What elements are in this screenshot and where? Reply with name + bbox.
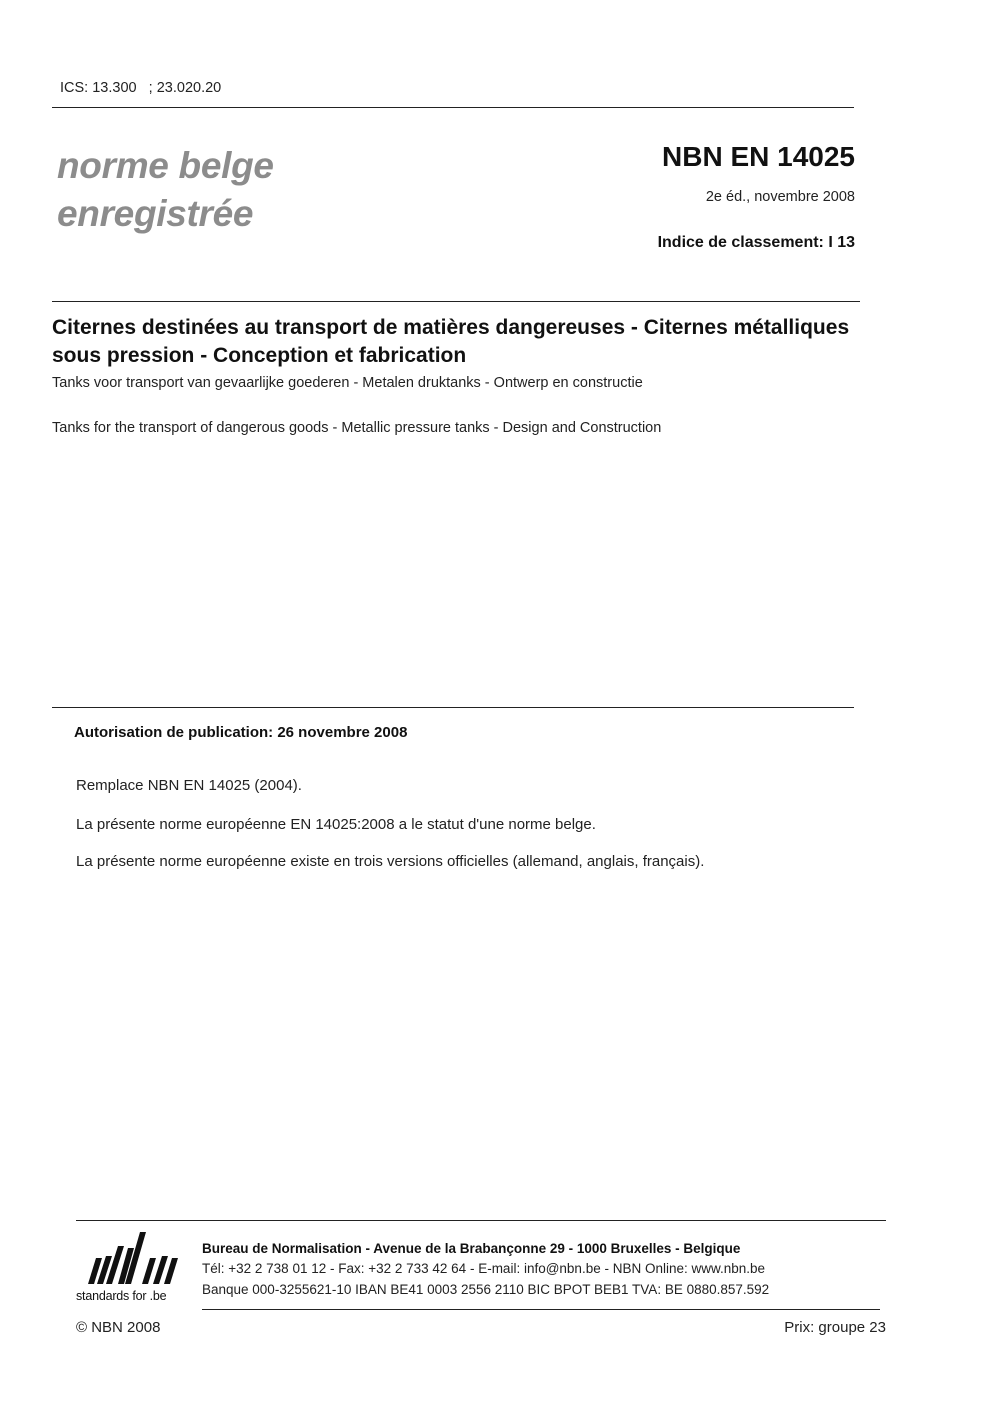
- standard-number: NBN EN 14025: [662, 141, 855, 172]
- ics-codes: ICS: 13.300 ; 23.020.20: [60, 80, 222, 96]
- note-status: La présente norme européenne EN 14025:2008 a le statut d'une norme belge.: [76, 816, 596, 833]
- edition-date: 2e éd., novembre 2008: [705, 189, 855, 205]
- title-dutch: Tanks voor transport van gevaarlijke goederen - Metalen druktanks - Ontwerp en constructie: [52, 375, 643, 391]
- copyright: © NBN 2008: [76, 1319, 161, 1336]
- price-group: Prix: groupe 23: [784, 1319, 886, 1336]
- brand-title: [57, 142, 274, 238]
- publication-authorisation: Autorisation de publication: 26 novembre 2008: [74, 724, 408, 741]
- title-french: Citernes destinées au transport de matières dangereuses - Citernes métalliques sous pression - Conception et fabrication: [52, 316, 850, 367]
- classification-index: Indice de classement: I 13: [657, 234, 855, 251]
- brand-line-2: enregistrée: [57, 193, 254, 234]
- footer-bank: Banque 000-3255621-10 IBAN BE41 0003 2556 2110 BIC BPOT BEB1 TVA: BE 0880.857.592: [202, 1282, 770, 1297]
- footer-address: Bureau de Normalisation - Avenue de la Brabançonne 29 - 1000 Bruxelles - Belgique: [202, 1241, 741, 1256]
- title-top-rule: [52, 301, 860, 302]
- nbn-logo-mark: [76, 1228, 186, 1290]
- title-english: Tanks for the transport of dangerous goods - Metallic pressure tanks - Design and Construction: [52, 420, 662, 436]
- nbn-logo: [76, 1228, 186, 1308]
- publication-rule: [52, 707, 854, 708]
- header-rule: [52, 107, 854, 108]
- brand-line-1: norme belge: [57, 145, 274, 186]
- note-replaces: Remplace NBN EN 14025 (2004).: [76, 777, 302, 794]
- note-versions: La présente norme européenne existe en trois versions officielles (allemand, anglais, français).: [76, 853, 705, 870]
- logo-tagline: standards for .be: [76, 1289, 167, 1303]
- footer-bottom-rule: [202, 1309, 880, 1310]
- footer-contact: Tél: +32 2 738 01 12 - Fax: +32 2 733 42 64 - E-mail: info@nbn.be - NBN Online: www.nbn.be: [202, 1261, 766, 1276]
- footer-top-rule: [76, 1220, 886, 1221]
